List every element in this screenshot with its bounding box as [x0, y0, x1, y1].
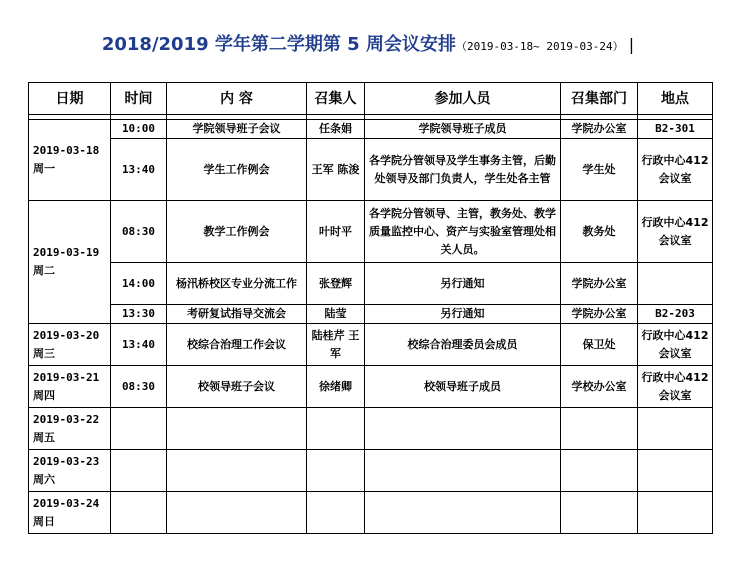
empty-cell: [111, 450, 167, 492]
content-cell: 学生工作例会: [167, 139, 307, 201]
content-cell: 考研复试指导交流会: [167, 305, 307, 324]
attendees-cell: 另行通知: [365, 263, 561, 305]
title-main: 2018/2019 学年第二学期第 5 周会议安排: [101, 34, 456, 55]
header-department: 召集部门: [561, 83, 638, 115]
empty-cell: [167, 492, 307, 534]
time-cell: 13:40: [111, 139, 167, 201]
empty-cell: [307, 492, 365, 534]
empty-cell: [111, 492, 167, 534]
convener-cell: 叶时平: [307, 201, 365, 263]
header-content: 内 容: [167, 83, 307, 115]
table-row: [29, 263, 713, 305]
time-cell: 14:00: [111, 263, 167, 305]
empty-cell: [111, 408, 167, 450]
time-cell: 08:30: [111, 366, 167, 408]
title-date-range: （2019-03-18~ 2019-03-24）: [455, 40, 624, 53]
empty-cell: [365, 450, 561, 492]
time-cell: 13:40: [111, 324, 167, 366]
table-row: [29, 366, 713, 408]
convener-cell: 徐绪卿: [307, 366, 365, 408]
empty-cell: [561, 450, 638, 492]
table-row: [29, 324, 713, 366]
table-row: [29, 201, 713, 263]
date-text: 2019-03-19: [33, 246, 100, 259]
date-text: 2019-03-23: [33, 454, 100, 468]
table-row-empty: [29, 408, 713, 450]
header-time: 时间: [111, 83, 167, 115]
schedule-table: [28, 82, 713, 534]
table-row: [29, 120, 713, 139]
empty-cell: [638, 408, 713, 450]
date-cell-saturday: [29, 450, 111, 492]
time-cell: 08:30: [111, 201, 167, 263]
table-row: [29, 139, 713, 201]
empty-cell: [365, 492, 561, 534]
location-cell: 行政中心412会议室: [638, 324, 713, 366]
convener-cell: 王军 陈浚: [307, 139, 365, 201]
location-cell: B2-203: [638, 305, 713, 324]
header-row: [29, 83, 713, 115]
empty-cell: [307, 408, 365, 450]
attendees-cell: 校领导班子成员: [365, 366, 561, 408]
date-text: 2019-03-18: [33, 144, 100, 157]
header-date: 日期: [29, 83, 111, 115]
time-cell: 13:30: [111, 305, 167, 324]
convener-cell: 陆桂芹 王军: [307, 324, 365, 366]
content-cell: 教学工作例会: [167, 201, 307, 263]
location-cell: [638, 263, 713, 305]
content-cell: 校综合治理工作会议: [167, 324, 307, 366]
attendees-cell: 校综合治理委员会成员: [365, 324, 561, 366]
page-title: [0, 30, 736, 56]
department-cell: 学院办公室: [561, 305, 638, 324]
table-row-empty: [29, 450, 713, 492]
header-attendees: 参加人员: [365, 83, 561, 115]
empty-cell: [167, 450, 307, 492]
convener-cell: 陆莹: [307, 305, 365, 324]
department-cell: 学院办公室: [561, 120, 638, 139]
weekday-text: 周二: [33, 264, 55, 277]
time-cell: 10:00: [111, 120, 167, 139]
date-cell-tuesday: [29, 201, 111, 324]
department-cell: 学生处: [561, 139, 638, 201]
text-cursor: |: [623, 35, 635, 54]
weekday-text: 周一: [33, 162, 55, 175]
date-cell-sunday: [29, 492, 111, 534]
date-text: 2019-03-22: [33, 412, 100, 426]
empty-cell: [561, 492, 638, 534]
empty-cell: [638, 450, 713, 492]
location-cell: 行政中心412会议室: [638, 139, 713, 201]
date-cell-monday: [29, 120, 111, 201]
weekday-text: 周三: [33, 346, 55, 360]
weekday-text: 周五: [33, 430, 55, 444]
date-text: 2019-03-24: [33, 496, 100, 510]
empty-cell: [167, 408, 307, 450]
weekday-text: 周四: [33, 388, 55, 402]
empty-cell: [561, 408, 638, 450]
header-convener: 召集人: [307, 83, 365, 115]
date-cell-friday: [29, 408, 111, 450]
department-cell: 学院办公室: [561, 263, 638, 305]
table-row: [29, 305, 713, 324]
weekday-text: 周日: [33, 514, 55, 528]
department-cell: 保卫处: [561, 324, 638, 366]
attendees-cell: 各学院分管领导、主管，教务处、教学质量监控中心、资产与实验室管理处相关人员。: [365, 201, 561, 263]
date-text: 2019-03-20: [33, 328, 100, 342]
empty-cell: [365, 408, 561, 450]
attendees-cell: 另行通知: [365, 305, 561, 324]
attendees-cell: 学院领导班子成员: [365, 120, 561, 139]
convener-cell: 张登辉: [307, 263, 365, 305]
location-cell: 行政中心412会议室: [638, 366, 713, 408]
content-cell: 校领导班子会议: [167, 366, 307, 408]
attendees-cell: 各学院分管领导及学生事务主管，后勤处领导及部门负责人，学生处各主管: [365, 139, 561, 201]
empty-cell: [638, 492, 713, 534]
content-cell: 学院领导班子会议: [167, 120, 307, 139]
header-location: 地点: [638, 83, 713, 115]
content-cell: 杨汛桥校区专业分流工作: [167, 263, 307, 305]
convener-cell: 任条娟: [307, 120, 365, 139]
department-cell: 学校办公室: [561, 366, 638, 408]
empty-cell: [307, 450, 365, 492]
date-cell-wednesday: [29, 324, 111, 366]
department-cell: 教务处: [561, 201, 638, 263]
weekday-text: 周六: [33, 472, 55, 486]
date-text: 2019-03-21: [33, 370, 100, 384]
table-row-empty: [29, 492, 713, 534]
date-cell-thursday: [29, 366, 111, 408]
location-cell: B2-301: [638, 120, 713, 139]
location-cell: 行政中心412会议室: [638, 201, 713, 263]
